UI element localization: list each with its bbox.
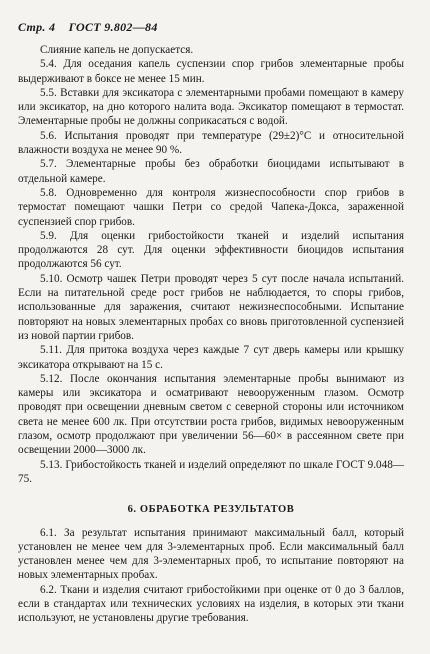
paragraph-6-1: 6.1. За результат испытания принимают максимальный балл, который установлен не менее чем для 3-элементарных проб. Если максимальный балл установлен менее чем для 3-элементарных проб, то испытание повторяют на новых элементарных пробах.	[18, 526, 404, 582]
page-header	[18, 20, 404, 35]
paragraph-5-6: 5.6. Испытания проводят при температуре (29±2)°С и относительной влажности воздуха не менее 90 %.	[18, 129, 404, 157]
standard-code: ГОСТ 9.802—84	[68, 20, 158, 34]
page-number-label: Стр. 4	[18, 20, 56, 34]
section-title: 6. ОБРАБОТКА РЕЗУЛЬТАТОВ	[127, 504, 295, 516]
paragraph-5-8: 5.8. Одновременно для контроля жизнеспособности спор грибов в термостат помещают чашки Петри со средой Чапека-Докса, зараженной суспензией спор грибов.	[18, 186, 404, 228]
paragraph-5-4: 5.4. Для оседания капель суспензии спор грибов элементарные пробы выдерживают в боксе не менее 15 мин.	[18, 58, 404, 85]
paragraph-5-7: 5.7. Элементарные пробы без обработки биоцидами испытывают в отдельной камере.	[18, 158, 404, 185]
paragraph-5-9: 5.9. Для оценки грибостойкости тканей и изделий испытания продолжаются 28 сут. Для оценки эффективности биоцидов испытания продолжаются 56 сут.	[18, 229, 404, 271]
paragraph-5-13: 5.13. Грибостойкость тканей и изделий определяют по шкале ГОСТ 9.048—75.	[18, 458, 404, 485]
paragraph-5-5: 5.5. Вставки для эксикатора с элементарными пробами помещают в камеру или эксикатор, на дно которого налита вода. Эксикатор помещают в термостат. Элементарные пробы не должны соприкасаться с водой.	[18, 86, 404, 128]
paragraph-5-10: 5.10. Осмотр чашек Петри проводят через 5 сут после начала испытаний. Если на питательной среде рост грибов не наблюдается, то споры грибов, использованные для заражения, считают нежизнеспособными. Испытание повторяют на новых элементарных пробах со вновь приготовленной суспензией из новой партии грибов.	[18, 272, 404, 342]
body-text	[18, 43, 404, 626]
paragraph-5-11: 5.11. Для притока воздуха через каждые 7 сут дверь камеры или крышку эксикатора открывают на 15 с.	[18, 344, 404, 371]
paragraph-6-2: 6.2. Ткани и изделия считают грибостойкими при оценке от 0 до 3 баллов, если в стандартах или технических условиях на изделия, в которых эти ткани используют, не установлены другие требования.	[18, 583, 404, 625]
paragraph: Слияние капель не допускается.	[40, 44, 194, 56]
paragraph-5-12: 5.12. После окончания испытания элементарные пробы вынимают из камеры или эксикатора и осматривают невооруженным глазом. Осмотр проводят при освещении дневным светом с северной стороны или источником света не менее 600 лк. При отсутствии роста грибов, видимых невооруженным глазом, осмотр продолжают при увеличении 56—60× в рассеянном свете при освещении 2000—3000 лк.	[18, 372, 404, 457]
